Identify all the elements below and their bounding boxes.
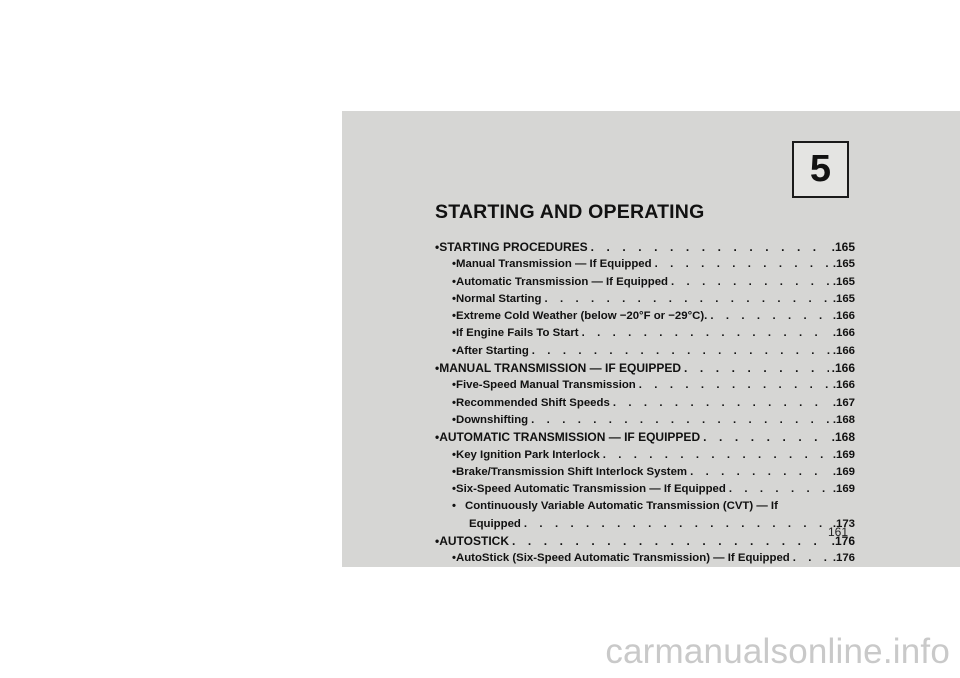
bullet-icon: • <box>452 483 456 496</box>
toc-entry[interactable] <box>435 481 855 498</box>
manual-page <box>342 111 960 567</box>
toc-entry[interactable] <box>435 291 855 308</box>
bullet-icon: • <box>452 465 456 478</box>
toc-entry[interactable] <box>435 360 855 377</box>
bullet-icon: • <box>435 534 440 549</box>
toc-entry[interactable] <box>435 447 855 464</box>
page-number: 161 <box>828 525 849 539</box>
bullet-icon: • <box>435 240 440 254</box>
toc-entry-page: .167 <box>832 396 855 409</box>
toc-entry-label: AUTOMATIC TRANSMISSION — IF EQUIPPED <box>439 430 701 445</box>
toc-entry-page: .169 <box>832 483 855 496</box>
toc-entry[interactable] <box>435 498 855 515</box>
toc-entry-page: .165 <box>832 292 855 305</box>
toc-entry-page: .166 <box>832 327 855 340</box>
toc-entry-page: .176 <box>831 534 855 549</box>
toc-entry-page: .165 <box>832 258 855 271</box>
toc-entry[interactable] <box>435 343 855 360</box>
dot-leader <box>544 291 829 308</box>
dot-leader <box>591 239 829 256</box>
toc-entry[interactable] <box>435 429 855 446</box>
toc-entry[interactable] <box>435 533 855 550</box>
toc-entry-page: .173 <box>832 517 855 530</box>
toc-entry-label: Manual Transmission — If Equipped <box>456 258 652 271</box>
bullet-icon: • <box>452 396 456 409</box>
toc-entry[interactable] <box>435 550 855 567</box>
toc-entry[interactable] <box>435 325 855 342</box>
bullet-icon: • <box>452 448 456 461</box>
dot-leader <box>671 274 830 291</box>
dot-leader <box>603 447 830 464</box>
dot-leader <box>613 395 830 412</box>
dot-leader <box>729 481 830 498</box>
toc-entry-page: .168 <box>832 413 855 426</box>
toc-entry-label: Five-Speed Manual Transmission <box>456 379 636 392</box>
table-of-contents <box>435 239 855 568</box>
bullet-icon: • <box>452 344 456 357</box>
toc-entry-label: Key Ignition Park Interlock <box>456 448 600 461</box>
toc-entry-label: If Engine Fails To Start <box>456 327 579 340</box>
watermark: carmanualsonline.info <box>605 632 950 671</box>
bullet-icon: • <box>452 258 456 271</box>
toc-entry-label: Six-Speed Automatic Transmission — If Equipped <box>456 483 726 496</box>
toc-entry-page: .165 <box>831 240 855 254</box>
toc-entry-page: .166 <box>832 344 855 357</box>
chapter-title: STARTING AND OPERATING <box>435 201 705 223</box>
bullet-icon: • <box>452 310 456 323</box>
toc-entry-page: .166 <box>832 379 855 392</box>
bullet-icon: • <box>452 275 456 288</box>
dot-leader <box>532 343 830 360</box>
bullet-icon: • <box>452 413 456 426</box>
toc-entry-label: Automatic Transmission — If Equipped <box>456 275 669 288</box>
toc-entry[interactable] <box>435 256 855 273</box>
dot-leader <box>710 308 829 325</box>
toc-entry-page: .169 <box>832 448 855 461</box>
toc-entry[interactable] <box>435 464 855 481</box>
toc-entry-page: .168 <box>831 430 855 445</box>
toc-entry-label: STARTING PROCEDURES <box>439 240 588 254</box>
dot-leader <box>684 360 829 377</box>
dot-leader <box>639 377 830 394</box>
toc-entry[interactable] <box>435 274 855 291</box>
bullet-icon: • <box>452 327 456 340</box>
toc-entry-page: .166 <box>831 361 855 376</box>
toc-entry[interactable] <box>435 239 855 256</box>
bullet-icon: • <box>452 552 456 565</box>
bullet-icon: • <box>452 500 456 513</box>
bullet-icon: • <box>435 361 440 376</box>
toc-entry-page: .165 <box>832 275 855 288</box>
toc-entry-label: Brake/Transmission Shift Interlock System <box>456 465 688 478</box>
dot-leader <box>512 533 829 550</box>
chapter-number-box: 5 <box>792 141 849 198</box>
toc-entry-page: .169 <box>832 465 855 478</box>
dot-leader <box>690 464 830 481</box>
dot-leader <box>524 516 830 533</box>
toc-entry-page: .166 <box>832 310 855 323</box>
toc-entry-label: Continuously Variable Automatic Transmission (CVT) — If <box>465 500 778 513</box>
toc-entry-label: Downshifting <box>456 413 529 426</box>
toc-entry-label: AUTOSTICK <box>439 534 509 549</box>
toc-entry[interactable] <box>435 516 855 533</box>
dot-leader <box>793 550 830 567</box>
bullet-icon: • <box>435 430 440 445</box>
toc-entry-page: .176 <box>832 552 855 565</box>
toc-entry-label: Extreme Cold Weather (below −20°F or −29°C). <box>456 310 708 323</box>
toc-entry-label: Recommended Shift Speeds <box>456 396 610 409</box>
dot-leader <box>703 429 829 446</box>
toc-entry[interactable] <box>435 412 855 429</box>
toc-entry-label: After Starting <box>456 344 529 357</box>
toc-entry[interactable] <box>435 308 855 325</box>
dot-leader <box>531 412 830 429</box>
toc-entry-label: MANUAL TRANSMISSION — IF EQUIPPED <box>439 361 681 376</box>
dot-leader <box>655 256 830 273</box>
toc-entry-label: AutoStick (Six-Speed Automatic Transmission) — If Equipped <box>456 552 790 565</box>
bullet-icon: • <box>452 379 456 392</box>
toc-entry[interactable] <box>435 377 855 394</box>
toc-entry-label: Equipped <box>469 517 521 530</box>
toc-entry[interactable] <box>435 395 855 412</box>
bullet-icon: • <box>452 292 456 305</box>
toc-entry-label: Normal Starting <box>456 292 542 305</box>
dot-leader <box>582 325 830 342</box>
